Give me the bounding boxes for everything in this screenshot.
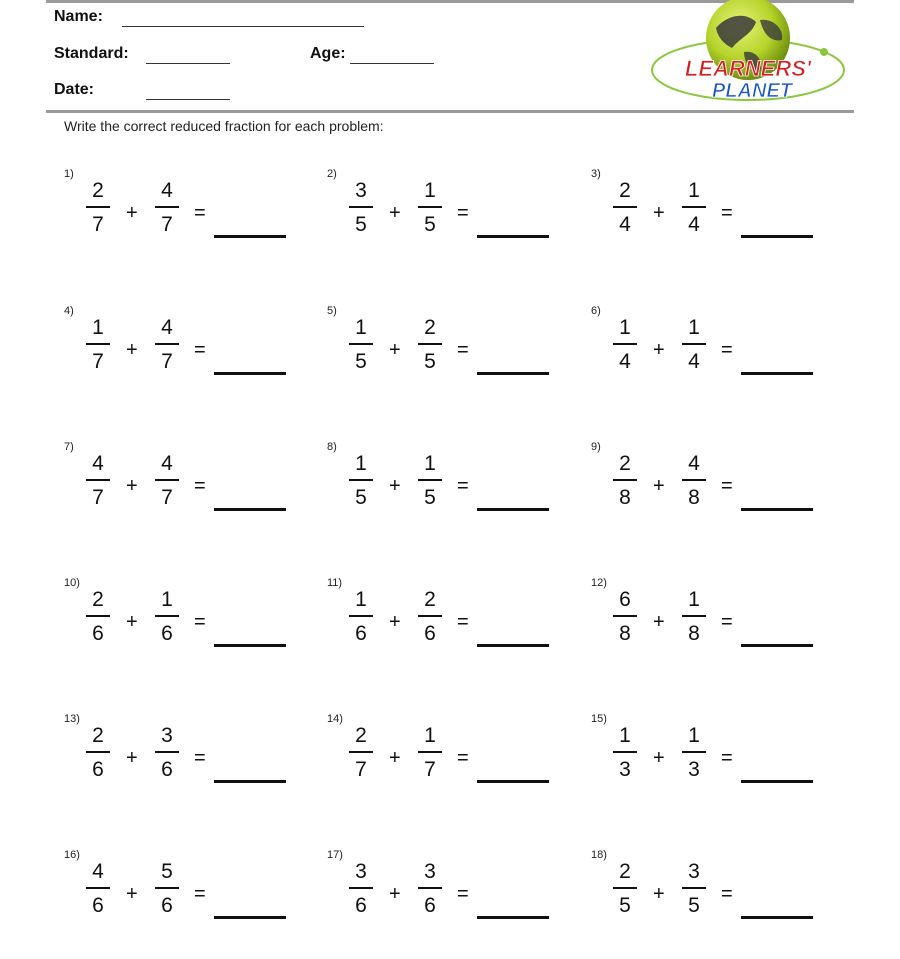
fraction-a	[613, 453, 637, 508]
denominator: 6	[355, 894, 367, 917]
fraction-bar	[155, 887, 179, 889]
denominator: 7	[92, 350, 104, 373]
fraction-bar	[418, 751, 442, 753]
answer-blank[interactable]	[477, 916, 549, 919]
numerator: 4	[92, 452, 104, 475]
problem-5	[327, 305, 577, 415]
fraction-bar	[418, 615, 442, 617]
answer-blank[interactable]	[741, 644, 813, 647]
denominator: 6	[92, 758, 104, 781]
problem-number: 8)	[327, 441, 337, 453]
problem-3	[591, 168, 841, 278]
fraction-bar	[418, 206, 442, 208]
answer-blank[interactable]	[741, 372, 813, 375]
equals-sign: =	[457, 475, 469, 497]
numerator: 3	[161, 724, 173, 747]
fraction-bar	[155, 751, 179, 753]
denominator: 8	[619, 622, 631, 645]
fraction-a	[86, 180, 110, 235]
date-field[interactable]	[146, 99, 230, 100]
fraction-bar	[613, 479, 637, 481]
problem-number: 9)	[591, 441, 601, 453]
age-label: Age:	[310, 45, 346, 62]
denominator: 6	[161, 758, 173, 781]
fraction-a	[613, 317, 637, 372]
equals-sign: =	[721, 747, 733, 769]
problem-18	[591, 849, 841, 959]
fraction-b	[682, 725, 706, 780]
problem-7	[64, 441, 314, 551]
numerator: 2	[92, 588, 104, 611]
problem-number: 14)	[327, 713, 343, 725]
fraction-bar	[682, 479, 706, 481]
plus-sign: +	[389, 611, 401, 633]
numerator: 4	[92, 860, 104, 883]
fraction-b	[418, 453, 442, 508]
problem-number: 12)	[591, 577, 607, 589]
answer-blank[interactable]	[214, 644, 286, 647]
denominator: 6	[161, 622, 173, 645]
denominator: 6	[161, 894, 173, 917]
denominator: 4	[688, 350, 700, 373]
age-field[interactable]	[350, 63, 434, 64]
problem-1	[64, 168, 314, 278]
plus-sign: +	[653, 747, 665, 769]
answer-blank[interactable]	[741, 508, 813, 511]
numerator: 1	[688, 588, 700, 611]
equals-sign: =	[721, 339, 733, 361]
fraction-a	[613, 725, 637, 780]
fraction-bar	[613, 887, 637, 889]
problem-number: 13)	[64, 713, 80, 725]
problem-number: 17)	[327, 849, 343, 861]
plus-sign: +	[653, 339, 665, 361]
fraction-b	[155, 453, 179, 508]
numerator: 4	[161, 179, 173, 202]
problem-number: 5)	[327, 305, 337, 317]
numerator: 2	[619, 179, 631, 202]
fraction-bar	[155, 615, 179, 617]
problem-11	[327, 577, 577, 687]
fraction-bar	[86, 751, 110, 753]
numerator: 1	[424, 724, 436, 747]
numerator: 1	[355, 588, 367, 611]
denominator: 5	[355, 350, 367, 373]
problem-number: 10)	[64, 577, 80, 589]
fraction-bar	[418, 887, 442, 889]
numerator: 3	[355, 860, 367, 883]
fraction-b	[155, 317, 179, 372]
problem-9	[591, 441, 841, 551]
equals-sign: =	[457, 883, 469, 905]
globe-logo	[648, 0, 848, 108]
plus-sign: +	[389, 339, 401, 361]
numerator: 3	[355, 179, 367, 202]
fraction-bar	[349, 887, 373, 889]
fraction-b	[155, 725, 179, 780]
fraction-bar	[682, 343, 706, 345]
fraction-bar	[418, 343, 442, 345]
equals-sign: =	[457, 339, 469, 361]
denominator: 8	[688, 622, 700, 645]
denominator: 7	[161, 350, 173, 373]
fraction-b	[155, 589, 179, 644]
problem-12	[591, 577, 841, 687]
fraction-a	[613, 861, 637, 916]
numerator: 1	[355, 452, 367, 475]
denominator: 5	[355, 213, 367, 236]
fraction-b	[155, 861, 179, 916]
fraction-bar	[155, 206, 179, 208]
fraction-a	[349, 180, 373, 235]
fraction-a	[86, 589, 110, 644]
denominator: 8	[688, 486, 700, 509]
fraction-bar	[86, 206, 110, 208]
fraction-bar	[349, 479, 373, 481]
fraction-b	[682, 317, 706, 372]
logo-line1: LEARNERS'	[684, 56, 812, 81]
plus-sign: +	[653, 202, 665, 224]
fraction-a	[86, 725, 110, 780]
denominator: 5	[619, 894, 631, 917]
fraction-b	[682, 589, 706, 644]
fraction-b	[682, 861, 706, 916]
plus-sign: +	[389, 883, 401, 905]
plus-sign: +	[126, 475, 138, 497]
equals-sign: =	[194, 339, 206, 361]
fraction-bar	[86, 343, 110, 345]
fraction-a	[86, 453, 110, 508]
plus-sign: +	[126, 611, 138, 633]
numerator: 1	[688, 179, 700, 202]
logo-line2: PLANET	[712, 80, 792, 102]
problem-number: 7)	[64, 441, 74, 453]
fraction-a	[349, 725, 373, 780]
equals-sign: =	[721, 611, 733, 633]
fraction-b	[682, 180, 706, 235]
denominator: 6	[92, 622, 104, 645]
numerator: 1	[619, 724, 631, 747]
standard-label: Standard:	[54, 45, 129, 62]
plus-sign: +	[126, 202, 138, 224]
plus-sign: +	[653, 883, 665, 905]
plus-sign: +	[126, 747, 138, 769]
plus-sign: +	[126, 339, 138, 361]
equals-sign: =	[194, 475, 206, 497]
problem-number: 1)	[64, 168, 74, 180]
problem-17	[327, 849, 577, 959]
fraction-bar	[682, 206, 706, 208]
fraction-bar	[155, 479, 179, 481]
numerator: 2	[619, 452, 631, 475]
fraction-bar	[349, 343, 373, 345]
equals-sign: =	[721, 475, 733, 497]
numerator: 1	[619, 316, 631, 339]
numerator: 2	[355, 724, 367, 747]
problem-number: 18)	[591, 849, 607, 861]
fraction-bar	[349, 751, 373, 753]
denominator: 4	[619, 350, 631, 373]
denominator: 5	[424, 486, 436, 509]
problem-4	[64, 305, 314, 415]
problem-8	[327, 441, 577, 551]
answer-blank[interactable]	[477, 372, 549, 375]
fraction-b	[418, 861, 442, 916]
problem-15	[591, 713, 841, 823]
equals-sign: =	[721, 883, 733, 905]
problem-number: 2)	[327, 168, 337, 180]
fraction-b	[418, 725, 442, 780]
answer-blank[interactable]	[214, 508, 286, 511]
fraction-b	[418, 180, 442, 235]
problem-number: 11)	[327, 577, 343, 589]
denominator: 8	[619, 486, 631, 509]
numerator: 1	[688, 316, 700, 339]
problem-number: 16)	[64, 849, 80, 861]
denominator: 5	[688, 894, 700, 917]
fraction-a	[86, 861, 110, 916]
plus-sign: +	[653, 611, 665, 633]
denominator: 5	[424, 213, 436, 236]
instruction-text: Write the correct reduced fraction for each problem:	[64, 118, 384, 134]
fraction-b	[418, 589, 442, 644]
problem-number: 3)	[591, 168, 601, 180]
numerator: 2	[424, 588, 436, 611]
plus-sign: +	[126, 883, 138, 905]
numerator: 4	[161, 316, 173, 339]
numerator: 4	[161, 452, 173, 475]
fraction-a	[613, 589, 637, 644]
denominator: 4	[688, 213, 700, 236]
numerator: 1	[161, 588, 173, 611]
fraction-bar	[682, 751, 706, 753]
numerator: 1	[92, 316, 104, 339]
fraction-b	[155, 180, 179, 235]
fraction-bar	[86, 479, 110, 481]
fraction-b	[418, 317, 442, 372]
problem-number: 4)	[64, 305, 74, 317]
answer-blank[interactable]	[741, 235, 813, 238]
numerator: 1	[424, 179, 436, 202]
numerator: 3	[424, 860, 436, 883]
fraction-a	[613, 180, 637, 235]
name-label: Name:	[54, 8, 103, 25]
denominator: 6	[355, 622, 367, 645]
equals-sign: =	[194, 747, 206, 769]
answer-blank[interactable]	[477, 235, 549, 238]
plus-sign: +	[389, 202, 401, 224]
fraction-a	[349, 589, 373, 644]
answer-blank[interactable]	[477, 508, 549, 511]
denominator: 7	[92, 213, 104, 236]
answer-blank[interactable]	[741, 916, 813, 919]
fraction-bar	[86, 615, 110, 617]
equals-sign: =	[721, 202, 733, 224]
numerator: 1	[424, 452, 436, 475]
fraction-a	[349, 317, 373, 372]
fraction-bar	[86, 887, 110, 889]
problem-2	[327, 168, 577, 278]
denominator: 5	[355, 486, 367, 509]
answer-blank[interactable]	[214, 916, 286, 919]
problem-14	[327, 713, 577, 823]
equals-sign: =	[457, 747, 469, 769]
numerator: 2	[92, 724, 104, 747]
answer-blank[interactable]	[477, 780, 549, 783]
problem-number: 15)	[591, 713, 607, 725]
fraction-bar	[613, 615, 637, 617]
fraction-bar	[349, 206, 373, 208]
denominator: 5	[424, 350, 436, 373]
answer-blank[interactable]	[741, 780, 813, 783]
problem-13	[64, 713, 314, 823]
numerator: 6	[619, 588, 631, 611]
fraction-bar	[682, 887, 706, 889]
numerator: 1	[688, 724, 700, 747]
numerator: 2	[424, 316, 436, 339]
fraction-bar	[613, 343, 637, 345]
equals-sign: =	[457, 611, 469, 633]
name-field[interactable]	[122, 26, 364, 27]
numerator: 4	[688, 452, 700, 475]
problem-number: 6)	[591, 305, 601, 317]
denominator: 4	[619, 213, 631, 236]
denominator: 7	[355, 758, 367, 781]
numerator: 5	[161, 860, 173, 883]
fraction-a	[349, 861, 373, 916]
denominator: 6	[424, 894, 436, 917]
denominator: 7	[424, 758, 436, 781]
fraction-bar	[155, 343, 179, 345]
plus-sign: +	[653, 475, 665, 497]
equals-sign: =	[194, 202, 206, 224]
numerator: 1	[355, 316, 367, 339]
fraction-bar	[613, 751, 637, 753]
answer-blank[interactable]	[214, 780, 286, 783]
numerator: 2	[92, 179, 104, 202]
fraction-bar	[613, 206, 637, 208]
fraction-bar	[349, 615, 373, 617]
denominator: 6	[424, 622, 436, 645]
answer-blank[interactable]	[477, 644, 549, 647]
fraction-bar	[418, 479, 442, 481]
denominator: 7	[92, 486, 104, 509]
fraction-a	[349, 453, 373, 508]
denominator: 3	[688, 758, 700, 781]
fraction-a	[86, 317, 110, 372]
denominator: 3	[619, 758, 631, 781]
problem-16	[64, 849, 314, 959]
equals-sign: =	[194, 611, 206, 633]
answer-blank[interactable]	[214, 372, 286, 375]
plus-sign: +	[389, 475, 401, 497]
numerator: 3	[688, 860, 700, 883]
problem-6	[591, 305, 841, 415]
answer-blank[interactable]	[214, 235, 286, 238]
date-label: Date:	[54, 81, 95, 98]
fraction-bar	[682, 615, 706, 617]
standard-field[interactable]	[146, 63, 230, 64]
numerator: 2	[619, 860, 631, 883]
denominator: 7	[161, 486, 173, 509]
denominator: 7	[161, 213, 173, 236]
equals-sign: =	[457, 202, 469, 224]
fraction-b	[682, 453, 706, 508]
denominator: 6	[92, 894, 104, 917]
problem-10	[64, 577, 314, 687]
equals-sign: =	[194, 883, 206, 905]
plus-sign: +	[389, 747, 401, 769]
header-divider	[46, 110, 854, 113]
